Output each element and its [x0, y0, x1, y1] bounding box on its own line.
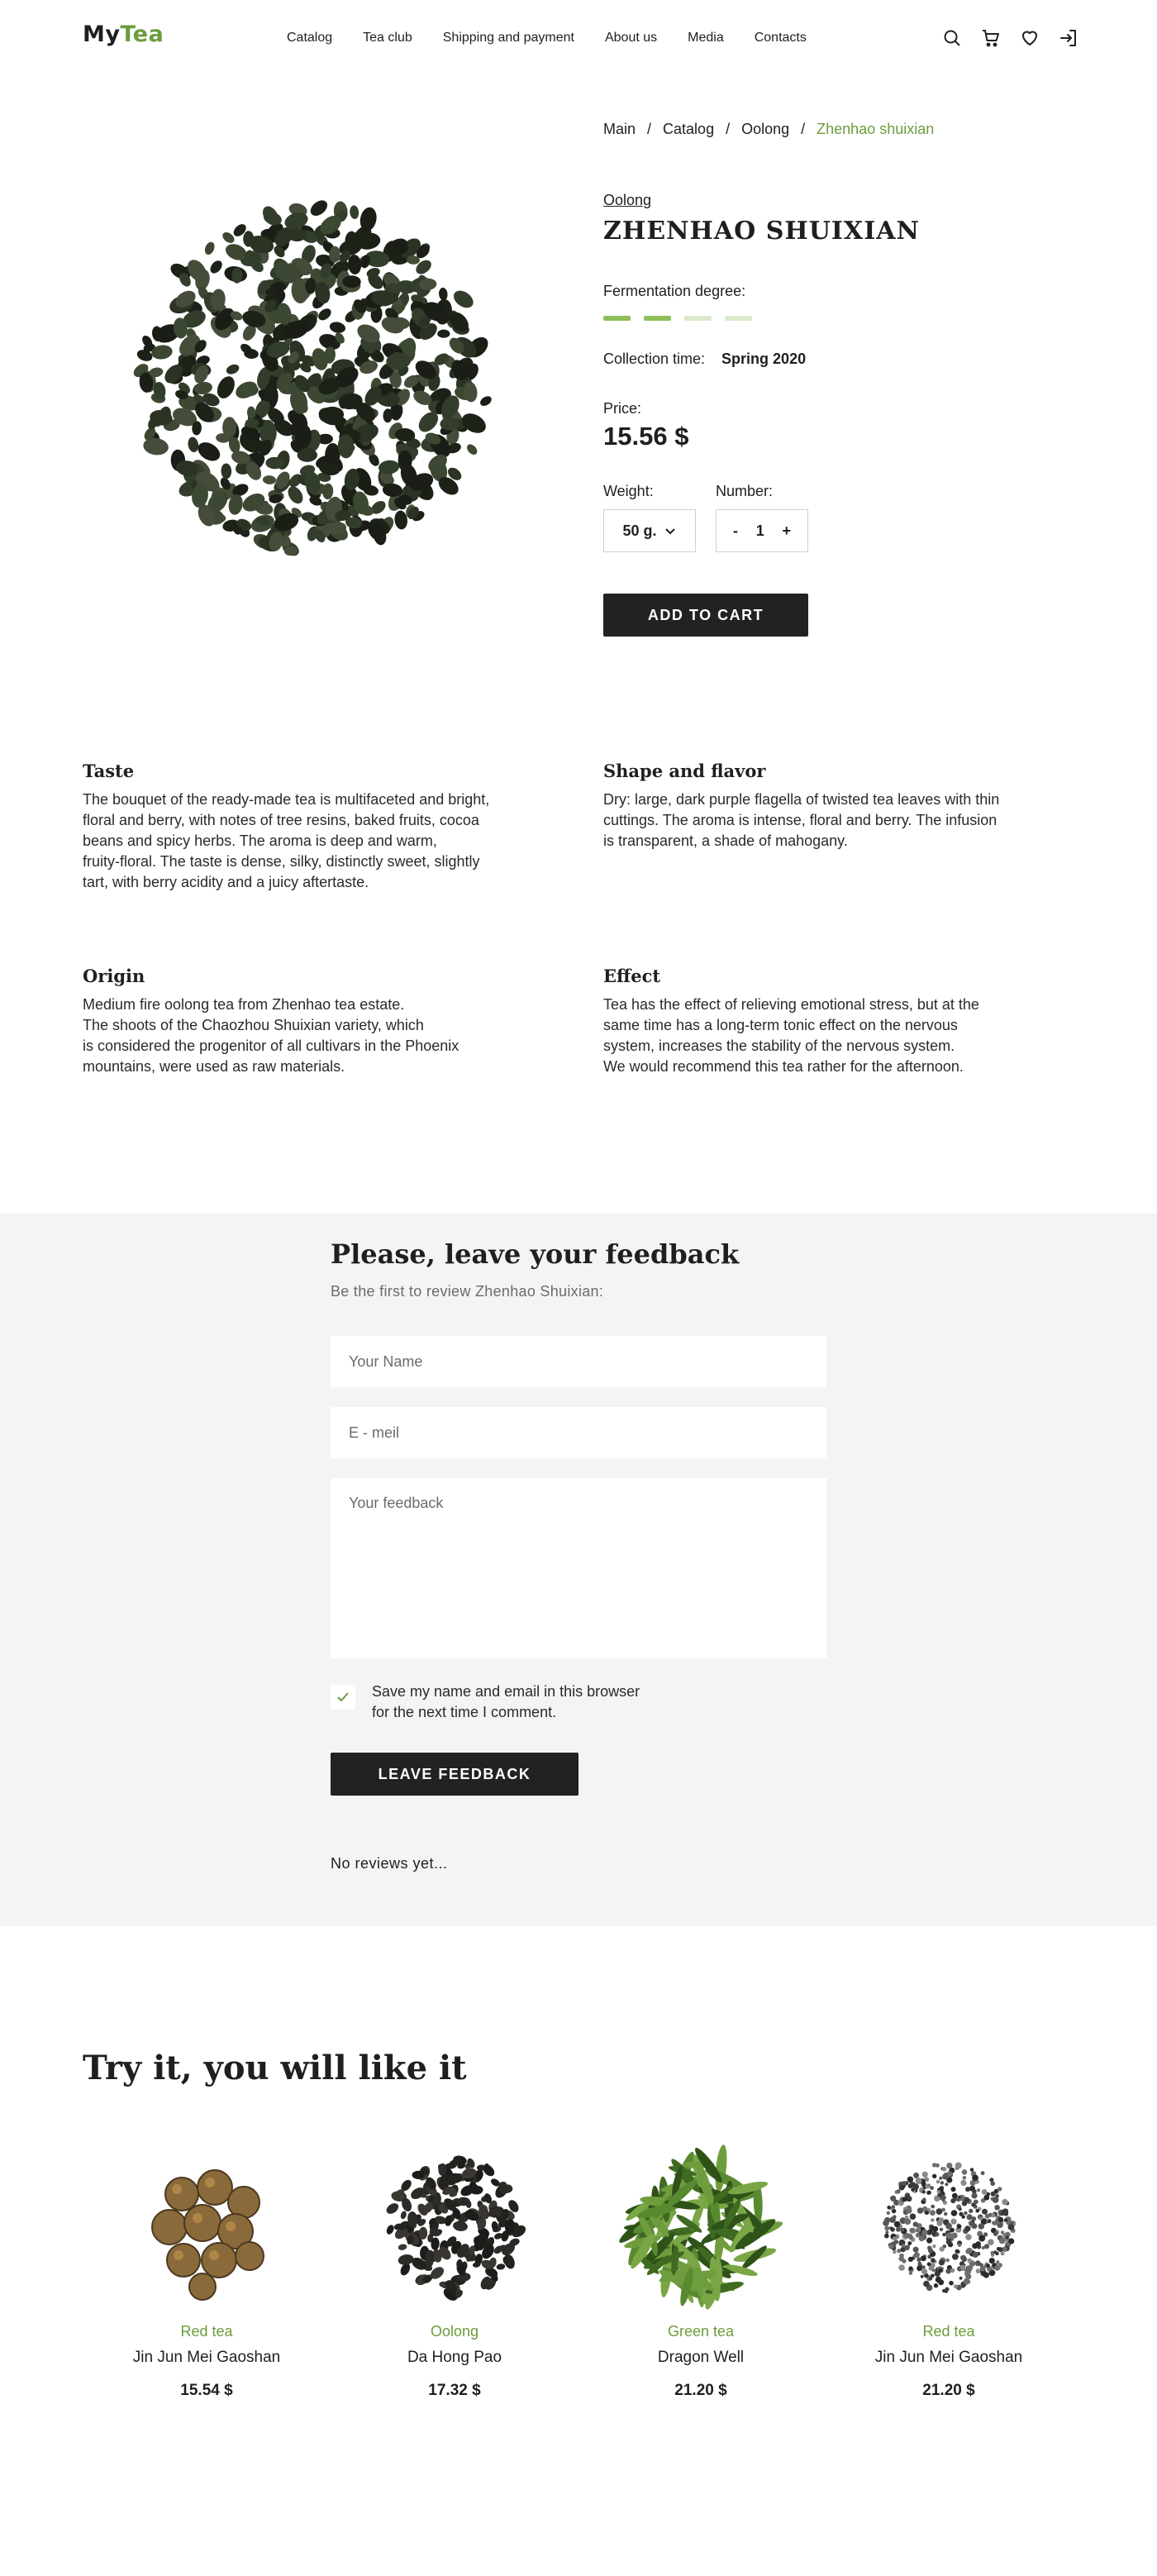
product-thumb — [355, 2144, 554, 2310]
origin-section — [83, 966, 554, 1077]
price-label: Price: — [603, 400, 642, 417]
feedback-title: Please, leave your feedback — [331, 1238, 740, 1270]
quantity-value: 1 — [755, 522, 764, 539]
product-card[interactable] — [355, 2144, 554, 2400]
recommendations-title: Try it, you will like it — [83, 2049, 467, 2087]
save-info-label: Save my name and email in this browser for the next time I comment. — [372, 1683, 640, 1720]
green-tea-leaves-image — [618, 2144, 783, 2310]
nav-catalog[interactable]: Catalog — [287, 31, 333, 45]
price-value: 15.56 $ — [603, 422, 689, 451]
fermentation-bar — [684, 316, 712, 321]
number-label: Number: — [716, 483, 774, 499]
email-input[interactable] — [331, 1407, 826, 1458]
breadcrumb-current: Zhenhao shuixian — [817, 121, 935, 137]
collection-time — [603, 351, 806, 368]
product-price: 15.54 $ — [180, 2382, 233, 2399]
taste-title: Taste — [83, 761, 135, 781]
quantity-minus-button[interactable]: - — [733, 522, 738, 539]
fermentation-bar — [725, 316, 752, 321]
product-card[interactable] — [602, 2144, 800, 2400]
product-card[interactable] — [107, 2144, 306, 2400]
fermentation-label: Fermentation degree: — [603, 283, 746, 299]
nav-media[interactable]: Media — [688, 31, 724, 45]
taste-section — [83, 761, 554, 893]
save-info-checkbox[interactable] — [331, 1685, 355, 1710]
no-reviews-text: No reviews yet... — [331, 1855, 448, 1872]
product-category: Oolong — [430, 2323, 479, 2340]
collection-label: Collection time: — [603, 351, 706, 367]
product-price: 17.32 $ — [428, 2382, 481, 2399]
header-actions — [940, 26, 1080, 50]
fermentation-bar — [644, 316, 671, 321]
tea-leaves-image — [116, 186, 512, 583]
quantity-stepper — [716, 509, 808, 552]
logo-tea: Tea — [120, 21, 164, 47]
breadcrumb-separator: / — [726, 121, 731, 137]
tea-granules-image — [866, 2144, 1031, 2310]
feedback-textarea[interactable] — [331, 1478, 826, 1658]
product-thumb — [850, 2144, 1048, 2310]
shape-title: Shape and flavor — [603, 761, 766, 781]
product-thumb — [107, 2144, 306, 2310]
effect-text: Tea has the effect of relieving emotional stress, but at the same time has a long-term tonic effect on the nervous system, increases the stability of the nervous system. We would recommend this tea rather for the afternoon. — [603, 996, 979, 1075]
effect-title: Effect — [603, 966, 661, 986]
fermentation-bar — [603, 316, 631, 321]
product-image — [116, 186, 512, 583]
product-name: Jin Jun Mei Gaoshan — [874, 2349, 1023, 2366]
logo-my: My — [83, 21, 121, 47]
nav-tea-club[interactable]: Tea club — [363, 31, 412, 45]
heart-icon[interactable] — [1018, 26, 1041, 50]
breadcrumb-oolong[interactable]: Oolong — [741, 121, 790, 137]
product-price: 21.20 $ — [674, 2382, 727, 2399]
breadcrumb — [603, 121, 934, 138]
nav-about[interactable]: About us — [604, 31, 658, 45]
chevron-down-icon — [664, 524, 677, 537]
product-name: Da Hong Pao — [407, 2349, 502, 2366]
tea-pearls-image — [124, 2144, 289, 2310]
product-category: Red tea — [922, 2323, 975, 2340]
fermentation-indicator — [603, 316, 765, 321]
main-nav — [287, 31, 837, 45]
name-input[interactable] — [331, 1336, 826, 1387]
collection-value: Spring 2020 — [721, 351, 807, 367]
cart-icon[interactable] — [979, 26, 1002, 50]
login-icon[interactable] — [1057, 26, 1080, 50]
site-header — [0, 0, 1157, 79]
effect-section — [603, 966, 1074, 1077]
add-to-cart-button[interactable]: ADD TO CART — [603, 594, 808, 637]
breadcrumb-separator: / — [801, 121, 806, 137]
shape-text: Dry: large, dark purple flagella of twisted tea leaves with thin cuttings. The aroma is intense, floral and berry. The infusion is transparent, a shade of mahogany. — [603, 791, 1000, 849]
logo[interactable] — [83, 21, 164, 47]
feedback-subtitle: Be the first to review Zhenhao Shuixian: — [331, 1283, 604, 1300]
origin-title: Origin — [83, 966, 145, 986]
taste-text: The bouquet of the ready-made tea is multifaceted and bright, floral and berry, with notes of tree resins, baked fruits, cocoa beans and spicy herbs. The aroma is deep and warm, fruity-floral. The taste is dense, silky, distinctly sweet, slightly tart, with berry acidity and a juicy aftertaste. — [83, 791, 490, 890]
breadcrumb-main[interactable]: Main — [603, 121, 636, 137]
product-category-link[interactable]: Oolong — [603, 192, 652, 208]
breadcrumb-catalog[interactable]: Catalog — [663, 121, 715, 137]
search-icon[interactable] — [940, 26, 964, 50]
product-price: 21.20 $ — [922, 2382, 975, 2399]
origin-text: Medium fire oolong tea from Zhenhao tea estate. The shoots of the Chaozhou Shuixian variety, which is considered the progenitor of all cultivars in the Phoenix mountains, were used as raw materials. — [83, 996, 459, 1075]
product-thumb — [602, 2144, 800, 2310]
product-name: Dragon Well — [657, 2349, 745, 2366]
tea-leaves-image — [372, 2144, 537, 2310]
checkmark-icon — [336, 1690, 350, 1705]
nav-contacts[interactable]: Contacts — [754, 31, 807, 45]
nav-shipping[interactable]: Shipping and payment — [442, 31, 574, 45]
quantity-plus-button[interactable]: + — [782, 522, 791, 539]
shape-section — [603, 761, 1074, 852]
breadcrumb-separator: / — [647, 121, 652, 137]
product-title: ZHENHAO SHUIXIAN — [603, 217, 920, 246]
weight-label: Weight: — [603, 483, 654, 499]
leave-feedback-button[interactable]: LEAVE FEEDBACK — [331, 1753, 578, 1796]
weight-select[interactable] — [603, 509, 696, 552]
product-card[interactable] — [850, 2144, 1048, 2400]
product-category: Red tea — [180, 2323, 233, 2340]
product-category: Green tea — [667, 2323, 735, 2340]
weight-value: 50 g. — [622, 522, 657, 539]
product-name: Jin Jun Mei Gaoshan — [132, 2349, 281, 2366]
feedback-section — [0, 1214, 1157, 1926]
